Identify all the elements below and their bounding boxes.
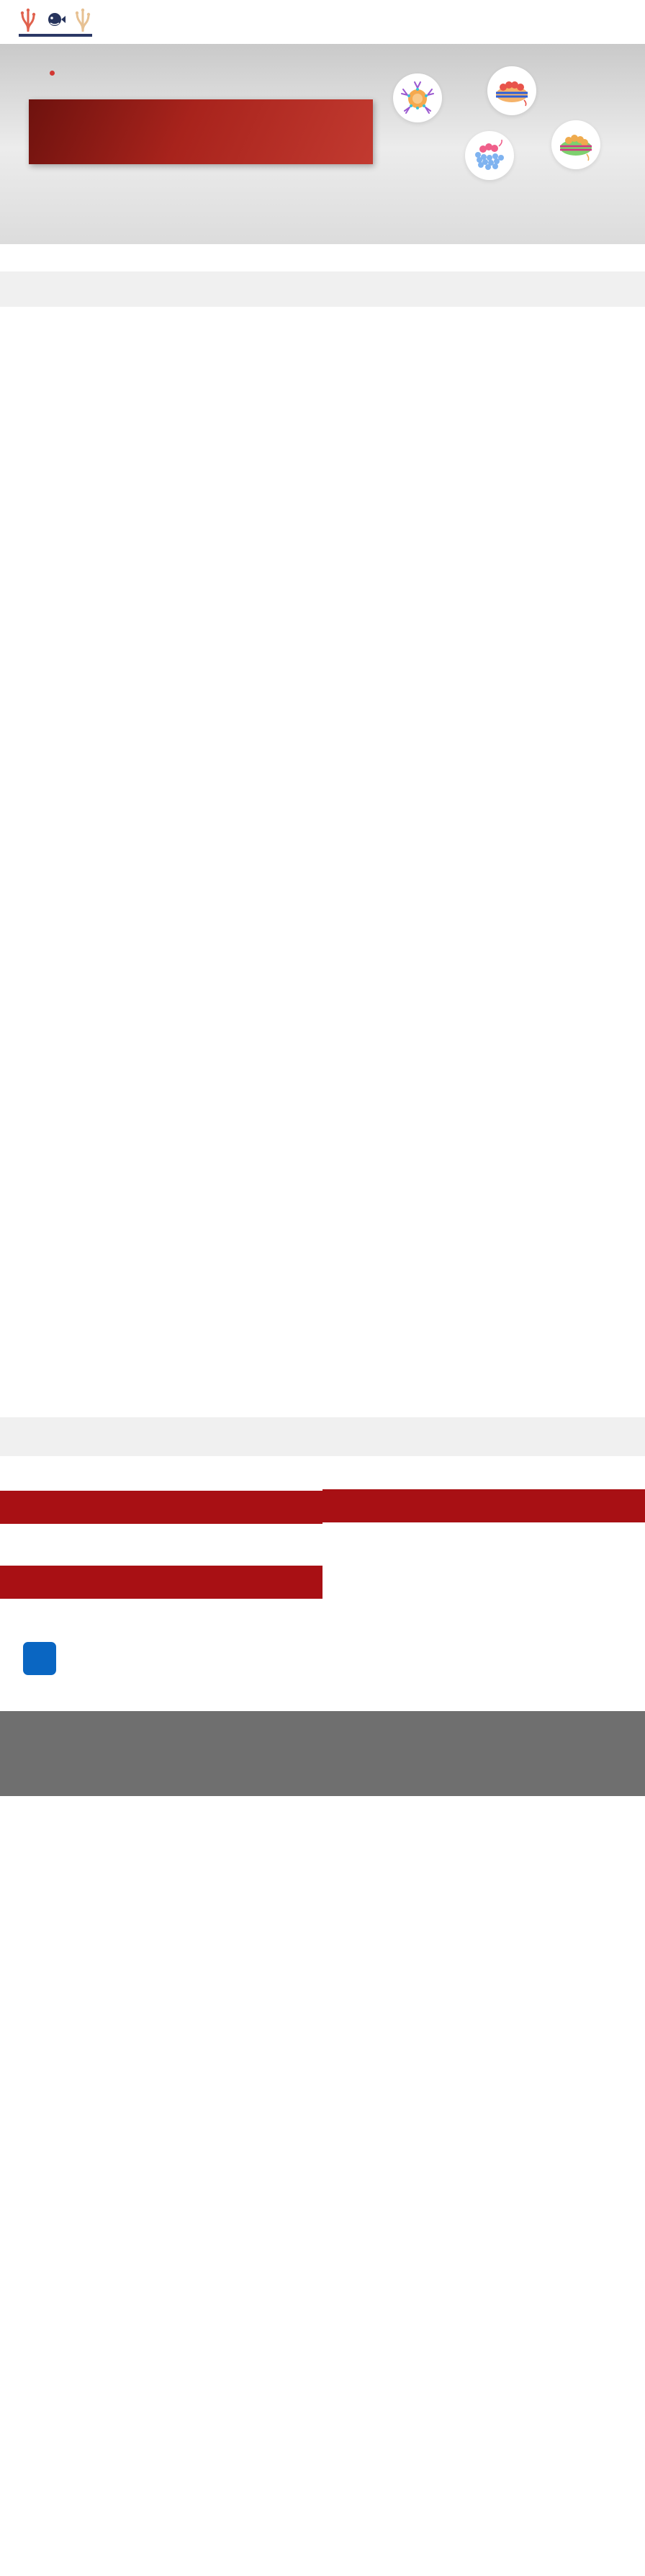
cd20-description — [173, 324, 455, 478]
request-protocol-button-elisa[interactable] — [0, 1491, 322, 1524]
detergent-platform-icon — [465, 131, 514, 180]
section-claudin18-2 — [0, 506, 645, 664]
footer-bar — [0, 1711, 645, 1796]
ccr8-illustration — [9, 693, 150, 845]
nanodisc-pro-platform-icon — [487, 66, 536, 115]
section-glp-1r — [0, 864, 645, 1020]
section-ccr8 — [0, 693, 645, 845]
linkedin-in-icon — [23, 1642, 56, 1675]
membrane-strip-illustration — [0, 187, 645, 244]
vlp-icon — [399, 79, 436, 117]
cd20-illustration — [9, 317, 150, 478]
verification-col-cd20 — [0, 1463, 322, 1599]
claudin18-2-description — [173, 511, 459, 664]
verification-grid — [0, 1463, 645, 1599]
glp-1r-description — [12, 873, 301, 1020]
nanodisc-platform-icon — [551, 120, 600, 169]
verification-heading — [0, 1417, 645, 1456]
ccr8-description — [173, 697, 490, 845]
facs-section-title — [322, 1463, 645, 1468]
fish-icon — [45, 10, 66, 29]
gprc5d-illustration — [382, 1043, 641, 1208]
collection-heading — [0, 271, 645, 307]
intro-paragraph — [0, 244, 638, 264]
elisa-section-title — [0, 1463, 322, 1468]
section-cd20 — [0, 317, 645, 478]
gprc5d-description — [12, 1062, 297, 1208]
request-protocol-button-facs[interactable] — [322, 1489, 645, 1522]
vlp-platform-icon — [393, 73, 442, 122]
coral-icon-right — [73, 7, 92, 32]
detergent-icon — [470, 136, 509, 175]
promo-link[interactable] — [19, 7, 92, 37]
nanodisc-pro-icon — [492, 71, 531, 110]
elisa-caption — [0, 1472, 322, 1482]
steap1-description — [12, 1243, 297, 1401]
claudin18-2-illustration — [9, 506, 150, 664]
hero-header — [0, 44, 645, 244]
promo-banner[interactable] — [0, 0, 645, 37]
verification-col-claudin — [322, 1463, 645, 1522]
bli-section-title — [0, 1537, 322, 1541]
coral-icon — [19, 7, 37, 32]
nanodisc-icon — [556, 125, 595, 164]
linkedin-logo[interactable] — [19, 1642, 56, 1675]
section-steap1 — [0, 1237, 645, 1401]
section-gprc5d — [0, 1043, 645, 1208]
hero-title-banner — [29, 99, 373, 164]
footer-logos-row — [0, 1616, 645, 1701]
request-protocol-button-bli[interactable] — [0, 1566, 322, 1599]
facs-caption — [322, 1471, 645, 1481]
bli-caption — [0, 1547, 322, 1556]
steap1-illustration — [382, 1237, 641, 1401]
glp-1r-illustration — [382, 864, 641, 1020]
